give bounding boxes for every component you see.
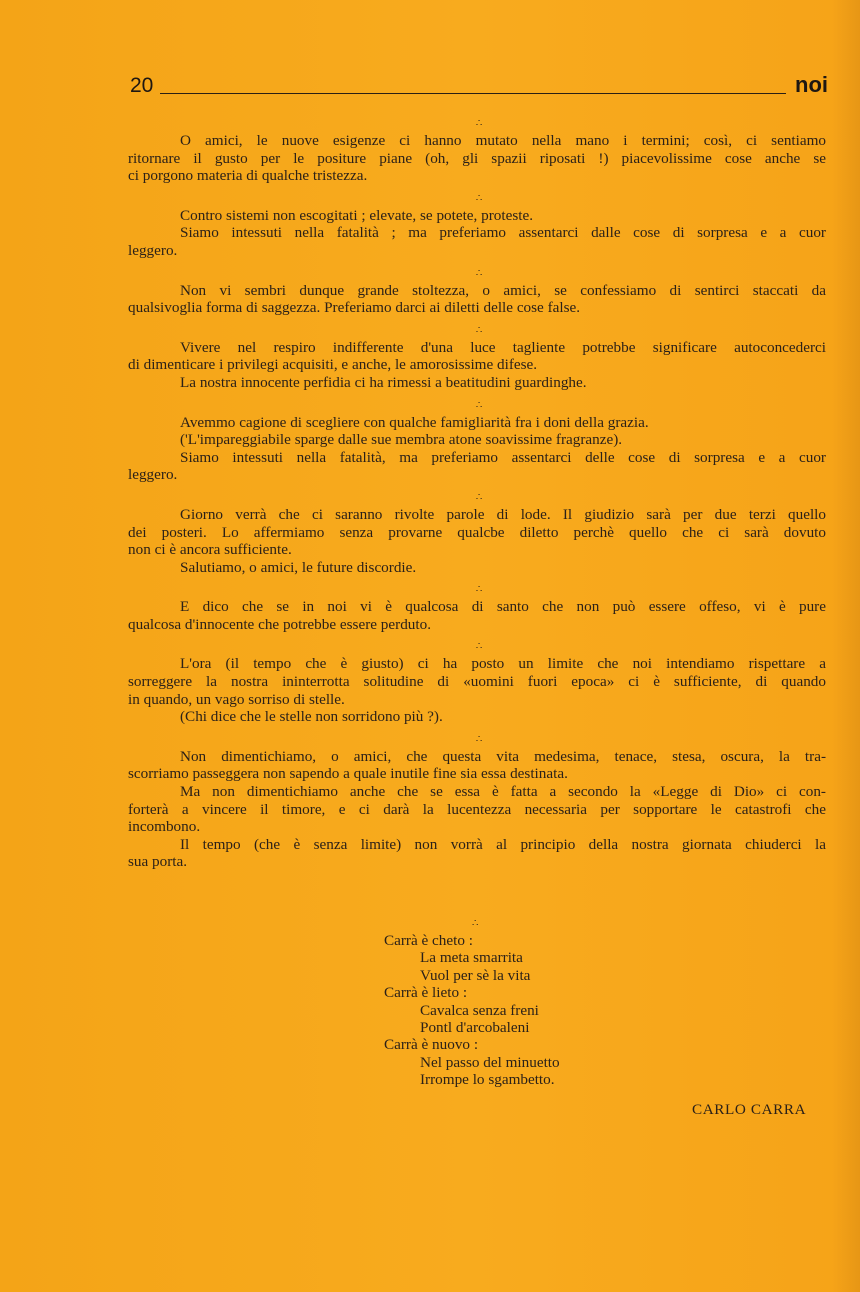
section-separator: ∴ bbox=[475, 118, 483, 129]
section-8 bbox=[128, 641, 826, 725]
poem-line: Vuol per sè la vita bbox=[420, 966, 531, 984]
text-line: (Chi dice che le stelle non sorridono più ?). bbox=[180, 708, 443, 726]
text-line: ci porgono materia di qualche tristezza. bbox=[128, 167, 368, 185]
poem-line: Carrà è nuovo : bbox=[384, 1036, 479, 1054]
page-edge-shadow bbox=[832, 0, 860, 1292]
page-header bbox=[130, 72, 828, 102]
text-line: Non vi sembri dunque grande stoltezza, o amici, se confessiamo di sentirci staccati da bbox=[180, 281, 826, 299]
section-3 bbox=[128, 268, 826, 317]
page-number: 20 bbox=[130, 74, 154, 97]
section-separator: ∴ bbox=[475, 324, 483, 336]
text-line: leggero. bbox=[128, 466, 178, 484]
poem-line: Carrà è lieto : bbox=[384, 984, 468, 1002]
text-line: scorriamo passeggera non sapendo a quale inutile fine sia essa destinata. bbox=[128, 765, 568, 783]
text-line: Siamo intessuti nella fatalità, ma preferiamo assentarci delle cose di sorpresa e a cuor bbox=[180, 448, 826, 466]
poem-line: Pontl d'arcobaleni bbox=[420, 1019, 530, 1037]
text-line: O amici, le nuove esigenze ci hanno mutato nella mano i termini; così, ci sentiamo bbox=[180, 132, 826, 149]
section-1 bbox=[128, 118, 826, 185]
section-6 bbox=[128, 492, 826, 576]
text-line: Ma non dimentichiamo anche che se essa è fatta a secondo la «Legge di Dio» ci con- bbox=[180, 783, 826, 801]
header-rule bbox=[160, 93, 786, 94]
poem-line: Irrompe lo sgambetto. bbox=[420, 1071, 555, 1089]
section-5 bbox=[128, 400, 826, 484]
section-separator: ∴ bbox=[475, 584, 483, 596]
text-line: dei posteri. Lo affermiamo senza provarne qualcbe diletto perchè quello che ci sarà dovuto bbox=[128, 523, 826, 541]
section-2 bbox=[128, 193, 826, 260]
text-line: Siamo intessuti nella fatalità ; ma preferiamo assentarci dalle cose di sorpresa e a cuor bbox=[180, 224, 826, 242]
poem-line: Carrà è cheto : bbox=[384, 932, 473, 949]
section-separator: ∴ bbox=[475, 267, 483, 279]
text-line: sorreggere la nostra ininterrotta solitudine di «uomini fuori epoca» ci è sufficiente, di quando bbox=[128, 673, 826, 691]
section-separator: ∴ bbox=[475, 399, 483, 411]
section-separator: ∴ bbox=[475, 641, 483, 653]
author-signature: CARLO CARRA bbox=[692, 1101, 807, 1118]
text-line: sua porta. bbox=[128, 853, 188, 871]
text-line: Il tempo (che è senza limite) non vorrà al principio della nostra giornata chiuderci la bbox=[180, 835, 826, 853]
article-body bbox=[128, 118, 826, 879]
section-separator: ∴ bbox=[475, 733, 483, 745]
text-line: qualcosa d'innocente che potrebbe essere perduto. bbox=[128, 615, 431, 633]
text-line: Non dimentichiamo, o amici, che questa vita medesima, tenace, stesa, oscura, la tra- bbox=[180, 747, 826, 765]
text-line: ritornare il gusto per le positure piane (oh, gli spazii riposati !) piacevolissime cose anche se bbox=[128, 149, 826, 167]
text-line: Avemmo cagione di scegliere con qualche famigliarità fra i doni della grazia. bbox=[180, 413, 649, 431]
text-line: in quando, un vago sorriso di stelle. bbox=[128, 690, 345, 708]
text-line: non ci è ancora sufficiente. bbox=[128, 541, 292, 559]
poem-line: La meta smarrita bbox=[420, 949, 523, 967]
poem-line: Cavalca senza freni bbox=[420, 1001, 539, 1019]
text-line: leggero. bbox=[128, 241, 178, 259]
text-line: La nostra innocente perfidia ci ha rimessi a beatitudini guardinghe. bbox=[180, 373, 587, 391]
text-line: Giorno verrà che ci saranno rivolte parole di lode. Il giudizio sarà per due terzi quello bbox=[180, 505, 826, 523]
text-line: E dico che se in noi vi è qualcosa di santo che non può essere offeso, vi è pure bbox=[180, 598, 826, 616]
poem-line: Nel passo del minuetto bbox=[420, 1053, 560, 1071]
poem bbox=[384, 918, 684, 1089]
section-9 bbox=[128, 734, 826, 871]
section-4 bbox=[128, 325, 826, 392]
text-line: Vivere nel respiro indifferente d'una luce tagliente potrebbe significare autoconcederci bbox=[180, 338, 826, 356]
text-line: ('L'impareggiabile sparge dalle sue membra atone soavissime fragranze). bbox=[180, 431, 623, 449]
section-separator: ∴ bbox=[475, 491, 483, 503]
text-line: forterà a vincere il timore, e ci darà la lucentezza necessaria per sopportare le catastrofi che bbox=[128, 800, 826, 818]
text-line: di dimenticare i privilegi acquisiti, e anche, le amorosissime difese. bbox=[128, 356, 538, 374]
text-line: Contro sistemi non escogitati ; elevate, se potete, proteste. bbox=[180, 206, 534, 224]
section-7 bbox=[128, 584, 826, 633]
text-line: incombono. bbox=[128, 818, 201, 836]
text-line: qualsivoglia forma di saggezza. Preferiamo darci ai diletti delle cose false. bbox=[128, 299, 581, 317]
journal-name: noi bbox=[795, 72, 828, 97]
text-line: L'ora (il tempo che è giusto) ci ha posto un limite che noi intendiamo rispettare a bbox=[180, 655, 826, 673]
section-separator: ∴ bbox=[475, 192, 483, 204]
text-line: Salutiamo, o amici, le future discordie. bbox=[180, 558, 417, 576]
section-separator: ∴ bbox=[472, 918, 479, 929]
